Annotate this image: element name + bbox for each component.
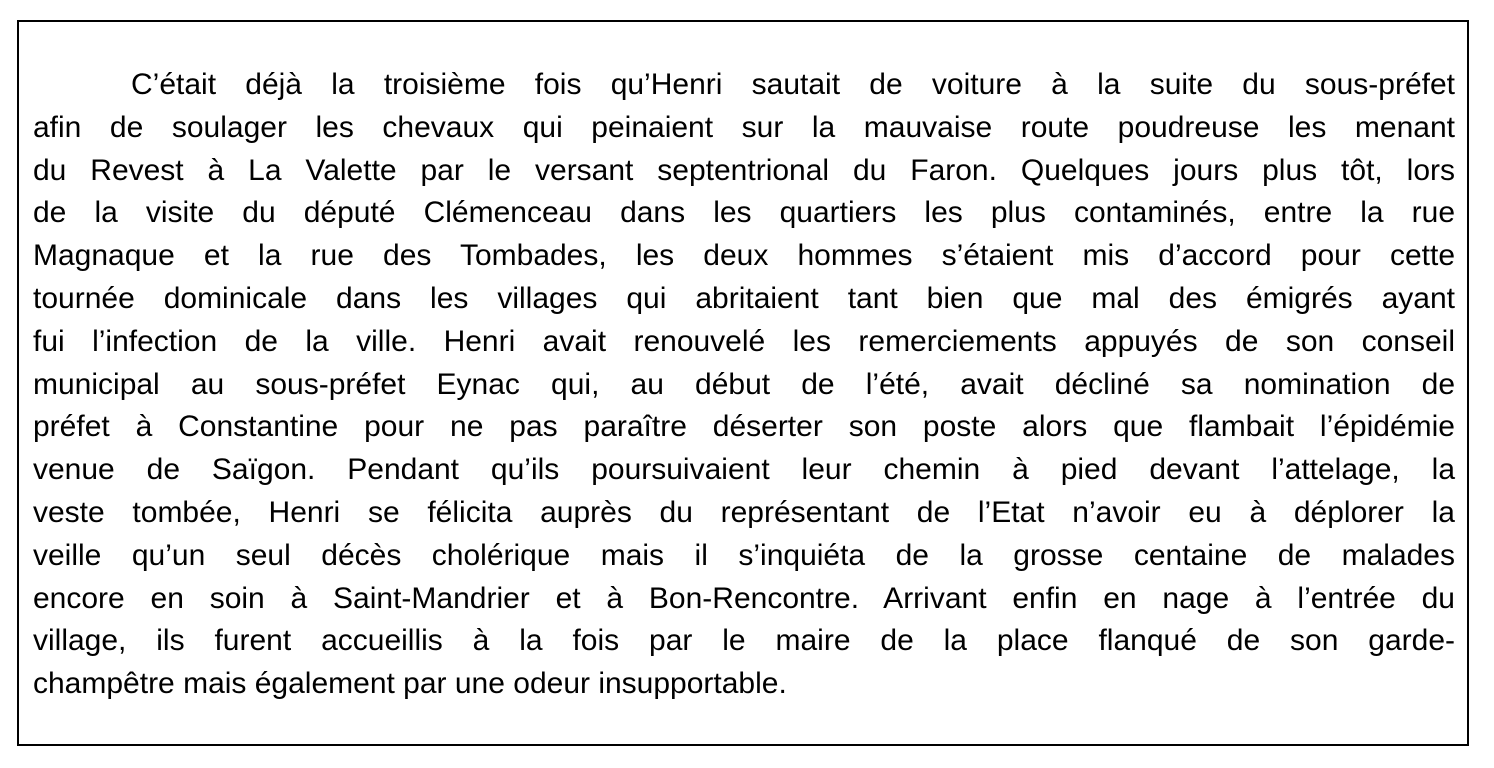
- paragraph-line: municipal au sous-préfet Eynac qui, au début de l’été, avait décliné sa nomination de: [33, 367, 1455, 401]
- paragraph-line: encore en soin à Saint-Mandrier et à Bon-Rencontre. Arrivant enfin en nage à l’entrée du: [33, 581, 1455, 615]
- paragraph-line: village, ils furent accueillis à la fois par le maire de la place flanqué de son garde-: [33, 624, 1455, 658]
- paragraph-line: tournée dominicale dans les villages qui abritaient tant bien que mal des émigrés ayant: [33, 281, 1455, 315]
- paragraph-line: Magnaque et la rue des Tombades, les deux hommes s’étaient mis d’accord pour cette: [33, 239, 1455, 273]
- paragraph-line: de la visite du député Clémenceau dans les quartiers les plus contaminés, entre la rue: [33, 196, 1455, 230]
- paragraph-line: champêtre mais également par une odeur insupportable.: [33, 667, 787, 701]
- paragraph-line: venue de Saïgon. Pendant qu’ils poursuivaient leur chemin à pied devant l’attelage, la: [33, 453, 1455, 487]
- paragraph-line: fui l’infection de la ville. Henri avait renouvelé les remerciements appuyés de son conseil: [33, 324, 1455, 358]
- paragraph-line: veste tombée, Henri se félicita auprès du représentant de l’Etat n’avoir eu à déplorer la: [33, 495, 1455, 529]
- paragraph: [33, 64, 1455, 706]
- paragraph-line: préfet à Constantine pour ne pas paraître déserter son poste alors que flambait l’épidémie: [33, 410, 1455, 444]
- paragraph-line: afin de soulager les chevaux qui peinaient sur la mauvaise route poudreuse les menant: [33, 110, 1455, 144]
- paragraph-line: veille qu’un seul décès cholérique mais il s’inquiéta de la grosse centaine de malades: [33, 538, 1455, 572]
- paragraph-line: du Revest à La Valette par le versant septentrional du Faron. Quelques jours plus tôt, lors: [33, 153, 1455, 187]
- paragraph-line: C’était déjà la troisième fois qu’Henri sautait de voiture à la suite du sous-préfet: [131, 68, 1455, 101]
